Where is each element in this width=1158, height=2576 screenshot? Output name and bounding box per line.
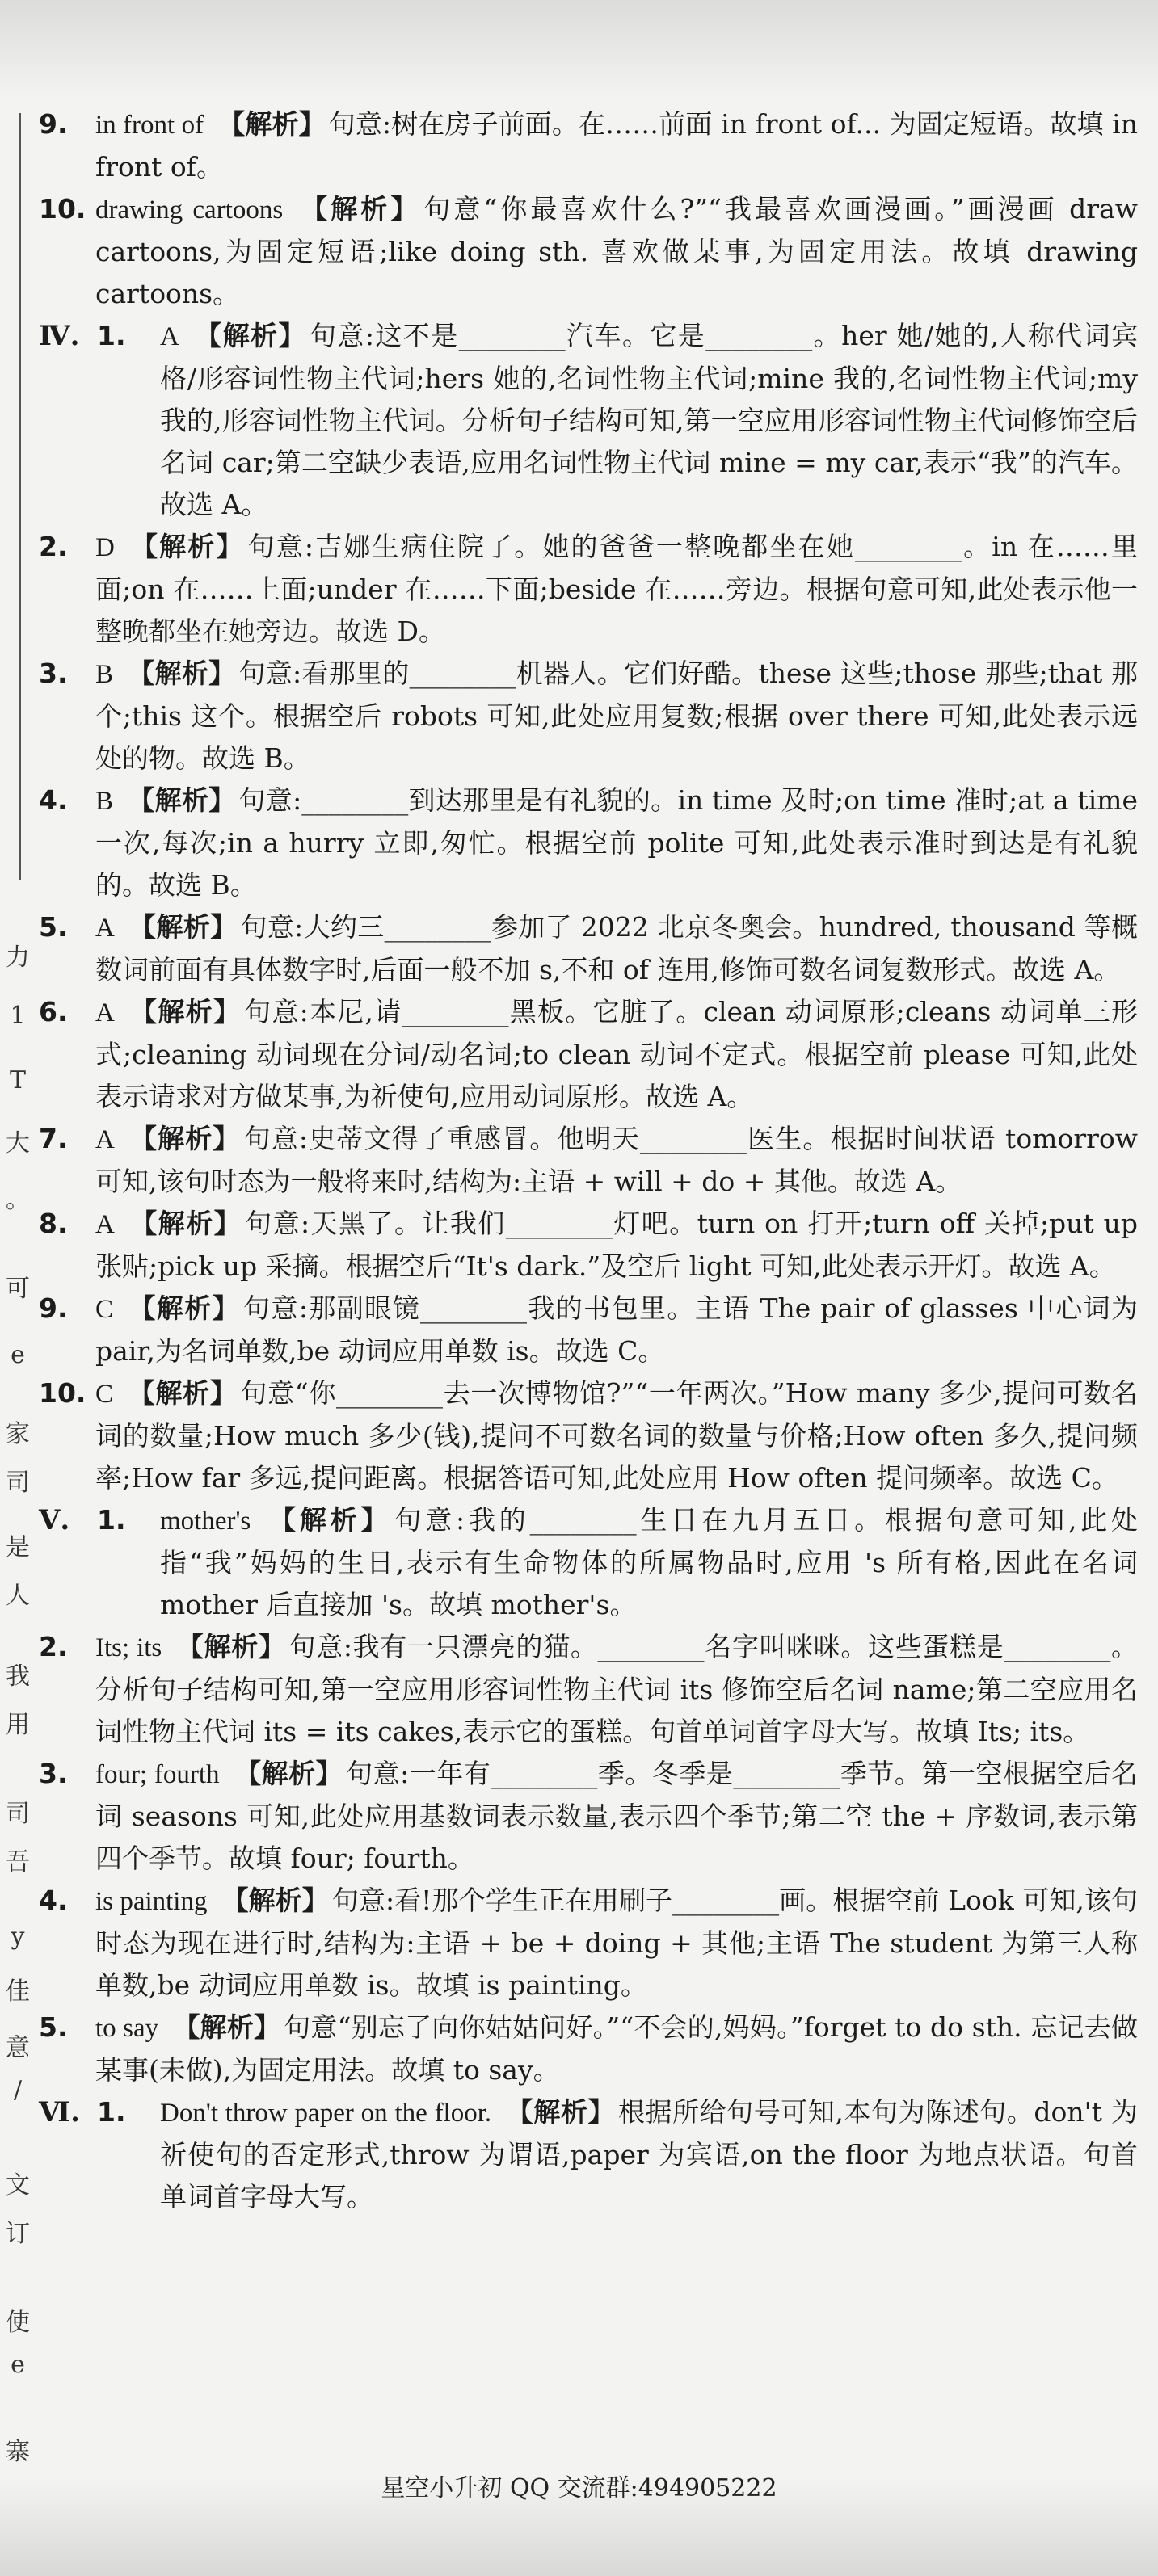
analysis-tag: 【解析】 — [221, 1885, 329, 1916]
answer-key-content — [39, 103, 1138, 2218]
margin-fragment: 家 — [6, 1420, 30, 1448]
item-number: 2. — [39, 1631, 68, 1662]
margin-rule — [19, 113, 21, 880]
answer-item — [39, 1880, 1138, 2007]
analysis-tag: 【解析】 — [128, 531, 245, 562]
margin-fragment: 意 — [6, 2034, 30, 2062]
answer-item — [39, 1499, 1138, 1626]
item-number: 10. — [39, 193, 86, 225]
answer-text: Its; its — [95, 1633, 162, 1662]
item-number: 10. — [39, 1377, 86, 1409]
item-number: 6. — [39, 996, 68, 1027]
item-number: 5. — [39, 2011, 68, 2043]
answer-text: is painting — [95, 1887, 208, 1916]
answer-text: A — [95, 998, 115, 1027]
answer-item — [39, 991, 1138, 1118]
explanation-text: 句意:________到达那里是有礼貌的。in time 及时;on time 准时;at a time 一次,每次;in a hurry 立即,匆忙。根据空前 polite 可知,此处表示准时到达是有礼貌的。故选 B。 — [95, 784, 1139, 901]
analysis-tag: 【解析】 — [128, 1292, 241, 1324]
explanation-text: 句意:大约三________参加了 2022 北京冬奥会。hundred, thousand 等概数词前面有具体数字时,后面一般不加 s,不和 of 连用,修饰可数名词复数形式。故选 A。 — [95, 911, 1138, 985]
item-number: 1. — [97, 320, 126, 351]
analysis-tag: 【解析】 — [128, 784, 236, 816]
explanation-text: 句意:一年有________季。冬季是________季节。第一空根据空后名词 seasons 可知,此处应用基数词表示数量,表示四个季节;第二空 the + 序数词,表示第四个季节。故填 four; fourth。 — [95, 1758, 1139, 1874]
analysis-tag: 【解析】 — [128, 996, 242, 1027]
explanation-text: 句意:这不是________汽车。它是________。her 她/她的,人称代词宾格/形容词性物主代词;hers 她的,名词性物主代词;mine 我的,名词性物主代词;my 我的,形容词性物主代词。分析句子结构可知,第一空应用形容词性物主代词修饰空后名词 car;第二空缺少表语,应用名词性物主代词 mine = my car,表示“我”的汽车。故选 A。 — [160, 320, 1138, 520]
section-roman-numeral: Ⅴ. — [39, 1504, 70, 1536]
margin-fragment: 使 — [6, 2309, 30, 2337]
explanation-text: 句意:本尼,请________黑板。它脏了。clean 动词原形;cleans 动词单三形式;cleaning 动词现在分词/动名词;to clean 动词不定式。根据空前 please 可知,此处表示请求对方做某事,为祈使句,应用动词原形。故选 A。 — [95, 996, 1138, 1112]
answer-item — [39, 1203, 1138, 1288]
item-number: 3. — [39, 1758, 68, 1789]
explanation-text: 句意:那副眼镜________我的书包里。主语 The pair of glasses 中心词为 pair,为名词单数,be 动词应用单数 is。故选 C。 — [95, 1292, 1139, 1367]
section-roman-numeral: Ⅳ. — [39, 320, 80, 352]
answer-item — [39, 1118, 1138, 1203]
left-margin-strip — [0, 105, 36, 2512]
answer-text: mother's — [160, 1507, 251, 1536]
margin-fragment: e — [11, 2351, 25, 2379]
margin-fragment: 人 — [6, 1582, 30, 1610]
explanation-text: 句意:树在房子前面。在……前面 in front of... 为固定短语。故填 in front of。 — [95, 108, 1138, 183]
margin-fragment: y — [11, 1923, 25, 1951]
margin-fragment: 订 — [6, 2220, 30, 2248]
analysis-tag: 【解析】 — [128, 1123, 241, 1154]
answer-item — [39, 2007, 1138, 2091]
analysis-tag: 【解析】 — [234, 1758, 343, 1789]
explanation-text: 句意:天黑了。让我们________灯吧。turn on 打开;turn off 关掉;put up 张贴;pick up 采摘。根据空后“It's dark.”及空后 light 可知,此处表示开灯。故选 A。 — [95, 1208, 1139, 1282]
margin-fragment: e — [11, 1341, 25, 1369]
analysis-tag: 【解析】 — [128, 1377, 238, 1409]
answer-text: C — [95, 1295, 114, 1324]
analysis-tag: 【解析】 — [176, 1631, 286, 1662]
item-number: 9. — [39, 108, 68, 140]
answer-item — [39, 526, 1138, 653]
answer-item — [39, 315, 1138, 526]
item-number: 5. — [39, 911, 68, 943]
answer-item — [39, 1626, 1138, 1753]
item-number: 7. — [39, 1123, 68, 1154]
answer-text: drawing cartoons — [95, 195, 284, 225]
answer-text: A — [160, 322, 179, 351]
answer-item — [39, 780, 1138, 906]
answer-item — [39, 188, 1138, 315]
page-footer: 星空小升初 QQ 交流群:494905222 — [381, 2474, 777, 2502]
answer-text: D — [95, 533, 115, 562]
analysis-tag: 【解析】 — [218, 108, 326, 140]
margin-fragment: T — [9, 1066, 26, 1095]
answer-text: A — [95, 1125, 115, 1154]
answer-text: B — [95, 660, 114, 689]
explanation-text: 句意:吉娜生病住院了。她的爸爸一整晚都坐在她________。in 在……里面;on 在……上面;under 在……下面;beside 在……旁边。根据句意可知,此处表示他一整晚都坐在她旁边。故选 D。 — [95, 531, 1139, 647]
margin-fragment: 用 — [6, 1711, 30, 1739]
margin-fragment: 大 — [6, 1129, 30, 1158]
item-number: 9. — [39, 1292, 68, 1324]
explanation-text: 句意:看!那个学生正在用刷子________画。根据空前 Look 可知,该句时态为现在进行时,结构为:主语 + be + doing + 其他;主语 The student 为第三人称单数,be 动词应用单数 is。故填 is painting。 — [95, 1885, 1139, 2001]
margin-fragment: 是 — [6, 1533, 30, 1561]
explanation-text: 句意“你________去一次博物馆?”“一年两次。”How many 多少,提问可数名词的数量;How much 多少(钱),提问不可数名词的数量与价格;How often 多久,提问频率;How far 多远,提问距离。根据答语可知,此处应用 How often 提问频率。故选 C。 — [95, 1377, 1138, 1494]
answer-text: four; fourth — [95, 1760, 220, 1789]
margin-fragment: 佳 — [6, 1977, 30, 2006]
item-number: 2. — [39, 531, 68, 562]
explanation-text: 句意:看那里的________机器人。它们好酷。these 这些;those 那些;that 那个;this 这个。根据空后 robots 可知,此处应用复数;根据 over there 可知,此处表示远处的物。故选 B。 — [95, 658, 1139, 774]
margin-fragment: 司 — [6, 1800, 30, 1828]
answer-text: C — [95, 1380, 114, 1409]
margin-fragment: 可 — [6, 1275, 30, 1303]
explanation-text: 句意“别忘了向你姑姑问好。”“不会的,妈妈。”forget to do sth. 忘记去做某事(未做),为固定用法。故填 to say。 — [95, 2011, 1138, 2086]
analysis-tag: 【解析】 — [173, 2011, 281, 2043]
margin-fragment: 吾 — [6, 1848, 30, 1876]
analysis-tag: 【解析】 — [128, 658, 236, 689]
margin-fragment: 力 — [6, 943, 30, 972]
explanation-text: 根据所给句号可知,本句为陈述句。don't 为祈使句的否定形式,throw 为谓语,paper 为宾语,on the floor 为地点状语。句首单词首字母大写。 — [160, 2096, 1138, 2213]
margin-fragment: / — [13, 2076, 23, 2104]
analysis-tag: 【解析】 — [128, 911, 238, 943]
analysis-tag: 【解析】 — [265, 1504, 392, 1536]
margin-fragment: 寨 — [6, 2438, 30, 2466]
item-number: 4. — [39, 1885, 68, 1916]
answer-text: A — [95, 914, 115, 943]
margin-fragment: 文 — [6, 2171, 30, 2200]
margin-fragment: 。 — [6, 1186, 30, 1214]
answer-item — [39, 2091, 1138, 2218]
margin-fragment: 1 — [10, 1002, 26, 1030]
answer-item — [39, 1288, 1138, 1372]
item-number: 3. — [39, 658, 68, 689]
section-continued — [39, 103, 1138, 315]
margin-fragment: 司 — [6, 1469, 30, 1497]
section-v — [39, 1499, 1138, 2091]
answer-text: to say — [95, 2014, 159, 2043]
explanation-text: 句意:我有一只漂亮的猫。________名字叫咪咪。这些蛋糕是________。分析句子结构可知,第一空应用形容词性物主代词 its 修饰空后名词 name;第二空应用名词性物主代词 its = its cakes,表示它的蛋糕。句首单词首字母大写。故填 Its; its。 — [95, 1631, 1139, 1747]
section-iv — [39, 315, 1138, 1499]
answer-item — [39, 1753, 1138, 1880]
section-vi — [39, 2091, 1138, 2218]
item-number: 1. — [97, 2096, 126, 2128]
answer-text: in front of — [95, 111, 204, 140]
margin-fragment: 我 — [6, 1662, 30, 1691]
answer-text: B — [95, 787, 114, 816]
analysis-tag: 【解析】 — [506, 2096, 615, 2128]
explanation-text: 句意:我的________生日在九月五日。根据句意可知,此处指“我”妈妈的生日,表示有生命物体的所属物品时,应用 's 所有格,因此在名词 mother 后直接加 's。故填 mother's。 — [160, 1504, 1139, 1620]
answer-text: A — [95, 1210, 115, 1239]
answer-item — [39, 1372, 1138, 1499]
answer-text: Don't throw paper on the floor. — [160, 2099, 492, 2128]
item-number: 1. — [97, 1504, 126, 1536]
answer-item — [39, 103, 1138, 188]
scan-top-shadow — [0, 0, 1158, 97]
item-number: 8. — [39, 1208, 68, 1239]
answer-item — [39, 906, 1138, 991]
section-roman-numeral: Ⅵ. — [39, 2096, 80, 2128]
analysis-tag: 【解析】 — [128, 1208, 242, 1239]
item-number: 4. — [39, 784, 68, 816]
analysis-tag: 【解析】 — [193, 320, 306, 351]
explanation-text: 句意“你最喜欢什么?”“我最喜欢画漫画。”画漫画 draw cartoons,为固定短语;like doing sth. 喜欢做某事,为固定用法。故填 drawing cartoons。 — [95, 193, 1138, 309]
answer-item — [39, 653, 1138, 780]
explanation-text: 句意:史蒂文得了重感冒。他明天________医生。根据时间状语 tomorrow 可知,该句时态为一般将来时,结构为:主语 + will + do + 其他。故选 A。 — [95, 1123, 1139, 1197]
analysis-tag: 【解析】 — [297, 193, 421, 225]
